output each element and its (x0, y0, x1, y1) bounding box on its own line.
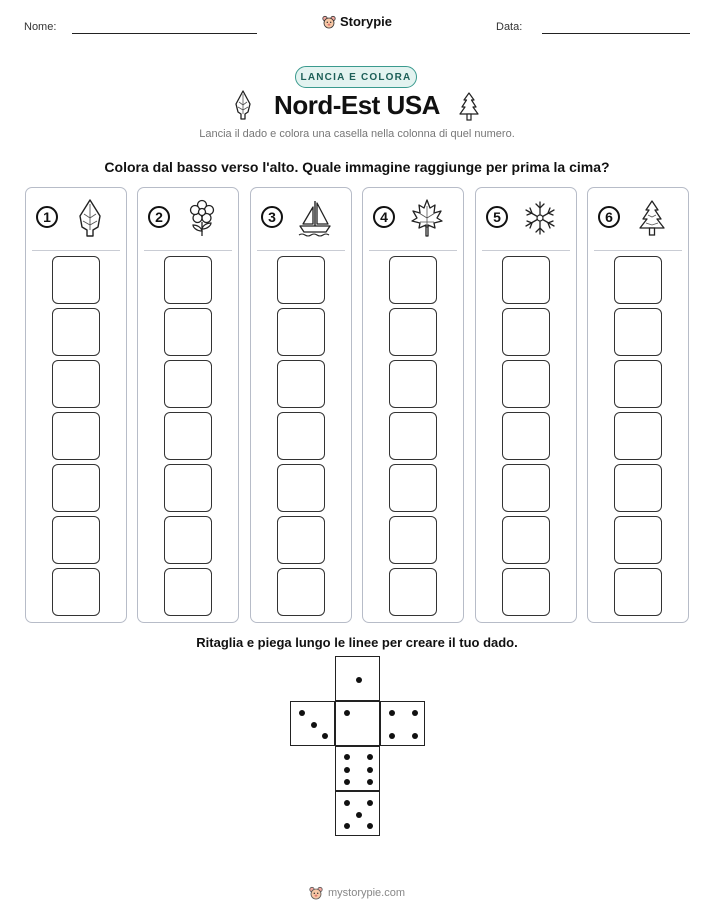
color-box[interactable] (52, 308, 100, 356)
color-box[interactable] (389, 464, 437, 512)
color-box[interactable] (164, 308, 212, 356)
die-face-1-center (335, 701, 380, 746)
color-box[interactable] (502, 360, 550, 408)
column-header (363, 188, 463, 250)
die-face-5 (335, 791, 380, 836)
column-number: 3 (261, 206, 283, 228)
color-box[interactable] (502, 516, 550, 564)
color-box[interactable] (614, 516, 662, 564)
cut-instruction: Ritaglia e piega lungo le linee per creare il tuo dado. (196, 635, 518, 650)
color-box[interactable] (277, 360, 325, 408)
die-face-6 (335, 746, 380, 791)
page-subtitle: Lancia il dado e colora una casella nella colonna di quel numero. (199, 128, 515, 140)
color-box[interactable] (164, 464, 212, 512)
bear-logo-icon (309, 886, 323, 900)
date-label: Data: (496, 21, 523, 33)
flower-icon (184, 198, 220, 238)
snowflake-icon (522, 198, 558, 238)
column-divider (369, 250, 457, 251)
color-box[interactable] (389, 308, 437, 356)
color-box[interactable] (52, 256, 100, 304)
color-box[interactable] (164, 516, 212, 564)
color-box[interactable] (389, 568, 437, 616)
color-box[interactable] (502, 568, 550, 616)
color-box[interactable] (277, 568, 325, 616)
color-box[interactable] (502, 464, 550, 512)
maple-leaf-icon (409, 198, 445, 238)
bear-logo-icon (322, 15, 336, 29)
color-box[interactable] (277, 464, 325, 512)
column-divider (32, 250, 120, 251)
color-box[interactable] (52, 360, 100, 408)
color-box[interactable] (614, 412, 662, 460)
color-box[interactable] (277, 516, 325, 564)
color-box[interactable] (502, 256, 550, 304)
die-face-1 (335, 656, 380, 701)
color-box[interactable] (52, 568, 100, 616)
arrowhead-icon (72, 198, 108, 238)
column-divider (482, 250, 570, 251)
column-divider (257, 250, 345, 251)
color-box[interactable] (277, 256, 325, 304)
column-number: 4 (373, 206, 395, 228)
color-box[interactable] (277, 412, 325, 460)
color-box[interactable] (614, 308, 662, 356)
column-3 (250, 187, 352, 623)
column-4 (362, 187, 464, 623)
column-6 (587, 187, 689, 623)
activity-badge: LANCIA E COLORA (295, 66, 417, 88)
name-label: Nome: (24, 21, 57, 33)
color-box[interactable] (502, 308, 550, 356)
column-1 (25, 187, 127, 623)
column-header (251, 188, 351, 250)
color-box[interactable] (614, 360, 662, 408)
brand-logo (0, 14, 714, 34)
column-number: 2 (148, 206, 170, 228)
column-header (476, 188, 576, 250)
color-box[interactable] (614, 256, 662, 304)
color-box[interactable] (164, 568, 212, 616)
column-header (588, 188, 688, 250)
sailboat-icon (297, 198, 333, 238)
question-text: Colora dal basso verso l'alto. Quale immagine raggiunge per prima la cima? (104, 159, 610, 175)
column-header (26, 188, 126, 250)
column-header (138, 188, 238, 250)
color-box[interactable] (164, 412, 212, 460)
die-face-4 (380, 701, 425, 746)
column-5 (475, 187, 577, 623)
color-box[interactable] (614, 568, 662, 616)
brand-name: Storypie (339, 14, 392, 29)
column-2 (137, 187, 239, 623)
column-number: 6 (598, 206, 620, 228)
color-box[interactable] (164, 360, 212, 408)
color-box[interactable] (52, 412, 100, 460)
column-number: 1 (36, 206, 58, 228)
column-divider (144, 250, 232, 251)
column-divider (594, 250, 682, 251)
color-box[interactable] (52, 516, 100, 564)
color-box[interactable] (389, 360, 437, 408)
color-box[interactable] (389, 256, 437, 304)
column-number: 5 (486, 206, 508, 228)
die-face-3 (290, 701, 335, 746)
color-box[interactable] (614, 464, 662, 512)
page-title: Nord-Est USA (274, 90, 440, 120)
date-line (542, 33, 690, 34)
pine-tree-icon (634, 198, 670, 238)
color-box[interactable] (502, 412, 550, 460)
color-box[interactable] (389, 412, 437, 460)
pine-tree-icon (456, 91, 482, 123)
color-box[interactable] (277, 308, 325, 356)
footer (0, 886, 714, 905)
color-box[interactable] (164, 256, 212, 304)
color-box[interactable] (389, 516, 437, 564)
footer-url: mystorypie.com (327, 887, 406, 899)
color-box[interactable] (52, 464, 100, 512)
